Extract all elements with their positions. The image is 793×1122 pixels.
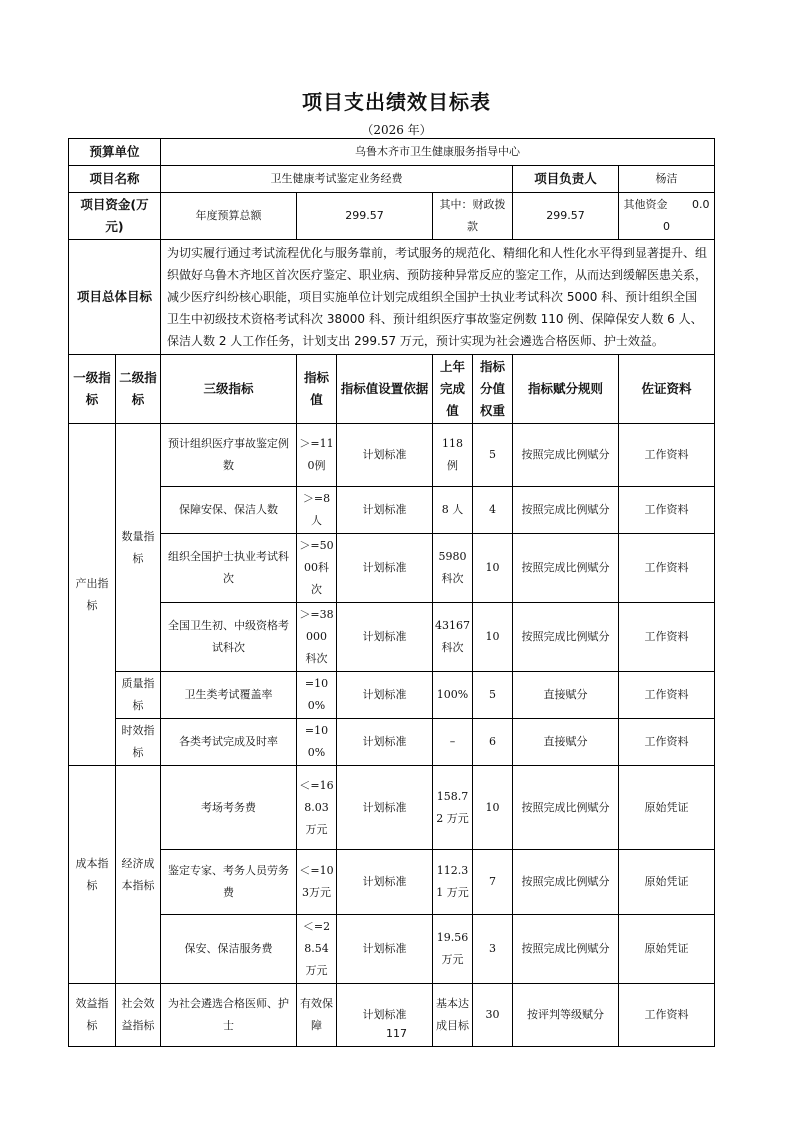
indicator-name: 全国卫生初、中级资格考试科次 xyxy=(161,603,297,672)
other-funds-cell xyxy=(619,193,715,240)
indicator-weight: 10 xyxy=(473,534,513,603)
goal-label: 项目总体目标 xyxy=(69,240,161,355)
indicator-basis: 计划标准 xyxy=(337,672,433,719)
header-l2: 二级指标 xyxy=(116,355,161,424)
group-timeliness: 时效指标 xyxy=(116,719,161,766)
indicator-rule: 直接赋分 xyxy=(513,719,619,766)
table-row xyxy=(69,672,715,719)
group-benefit: 效益指标 xyxy=(69,984,116,1047)
indicator-weight: 4 xyxy=(473,487,513,534)
indicator-basis: 计划标准 xyxy=(337,603,433,672)
indicator-rule: 按照完成比例赋分 xyxy=(513,766,619,850)
indicator-evidence: 工作资料 xyxy=(619,984,715,1047)
indicator-name: 组织全国护士执业考试科次 xyxy=(161,534,297,603)
indicator-last: 19.56万元 xyxy=(433,915,473,984)
indicator-name: 预计组织医疗事故鉴定例数 xyxy=(161,424,297,487)
indicator-basis: 计划标准 xyxy=(337,984,433,1047)
indicator-evidence: 工作资料 xyxy=(619,534,715,603)
table-row xyxy=(69,850,715,915)
header-row xyxy=(69,355,715,424)
header-weight: 指标分值权重 xyxy=(473,355,513,424)
header-evidence: 佐证资料 xyxy=(619,355,715,424)
indicator-weight: 30 xyxy=(473,984,513,1047)
indicator-evidence: 工作资料 xyxy=(619,487,715,534)
indicator-last: 43167科次 xyxy=(433,603,473,672)
header-basis: 指标值设置依据 xyxy=(337,355,433,424)
indicator-target: ＞=38000 科次 xyxy=(297,603,337,672)
year-label: （2026 年） xyxy=(361,123,432,137)
indicator-basis: 计划标准 xyxy=(337,534,433,603)
indicator-name: 考场考务费 xyxy=(161,766,297,850)
project-owner-label: 项目负责人 xyxy=(513,166,619,193)
budget-unit-row xyxy=(69,139,715,166)
indicator-rule: 按照完成比例赋分 xyxy=(513,424,619,487)
indicator-target: ＞=110例 xyxy=(297,424,337,487)
indicator-last: 112.31 万元 xyxy=(433,850,473,915)
project-name-value: 卫生健康考试鉴定业务经费 xyxy=(161,166,513,193)
indicator-basis: 计划标准 xyxy=(337,719,433,766)
header-l3: 三级指标 xyxy=(161,355,297,424)
indicator-weight: 10 xyxy=(473,766,513,850)
group-cost: 成本指标 xyxy=(69,766,116,984)
budget-unit-value: 乌鲁木齐市卫生健康服务指导中心 xyxy=(161,139,715,166)
indicator-rule: 按评判等级赋分 xyxy=(513,984,619,1047)
indicator-rule: 按照完成比例赋分 xyxy=(513,487,619,534)
other-funds-label: 其他资金 xyxy=(623,198,668,211)
indicator-last: 158.72 万元 xyxy=(433,766,473,850)
indicator-target: 有效保障 xyxy=(297,984,337,1047)
group-economic: 经济成本指标 xyxy=(116,766,161,984)
indicator-evidence: 工作资料 xyxy=(619,672,715,719)
indicator-target: =100% xyxy=(297,719,337,766)
indicator-basis: 计划标准 xyxy=(337,424,433,487)
performance-table xyxy=(68,138,715,1047)
header-rule: 指标赋分规则 xyxy=(513,355,619,424)
header-l1: 一级指标 xyxy=(69,355,116,424)
group-output: 产出指标 xyxy=(69,424,116,766)
table-row xyxy=(69,534,715,603)
indicator-target: ＜=103万元 xyxy=(297,850,337,915)
header-target: 指标值 xyxy=(297,355,337,424)
indicator-weight: 3 xyxy=(473,915,513,984)
indicator-last: – xyxy=(433,719,473,766)
indicator-weight: 7 xyxy=(473,850,513,915)
project-name-row xyxy=(69,166,715,193)
budget-unit-label: 预算单位 xyxy=(69,139,161,166)
indicator-evidence: 原始凭证 xyxy=(619,766,715,850)
indicator-name: 保安、保洁服务费 xyxy=(161,915,297,984)
indicator-evidence: 原始凭证 xyxy=(619,850,715,915)
page-title: 项目支出绩效目标表 xyxy=(302,90,491,114)
indicator-weight: 10 xyxy=(473,603,513,672)
indicator-name: 各类考试完成及时率 xyxy=(161,719,297,766)
indicator-last: 118 例 xyxy=(433,424,473,487)
indicator-rule: 按照完成比例赋分 xyxy=(513,603,619,672)
indicator-evidence: 原始凭证 xyxy=(619,915,715,984)
indicator-last: 8 人 xyxy=(433,487,473,534)
indicator-rule: 按照完成比例赋分 xyxy=(513,850,619,915)
table-row xyxy=(69,766,715,850)
project-owner-value: 杨洁 xyxy=(619,166,715,193)
group-quantity: 数量指标 xyxy=(116,424,161,672)
indicator-target: ＜=168.03 万元 xyxy=(297,766,337,850)
indicator-rule: 按照完成比例赋分 xyxy=(513,915,619,984)
indicator-target: ＜=28.54 万元 xyxy=(297,915,337,984)
indicator-weight: 6 xyxy=(473,719,513,766)
fiscal-label: 其中：财政拨款 xyxy=(433,193,513,240)
goal-text: 为切实履行通过考试流程优化与服务靠前，考试服务的规范化、精细化和人性化水平得到显著提升、组织做好乌鲁木齐地区首次医疗鉴定、职业病、预防接种异常反应的鉴定工作，从而达到缓解医患关系，减少医疗纠纷核心职能，项目实施单位计划完成组织全国护士执业考试科次 5000 科、预计组织全国卫生中初级技术资格考试科次 38000 科、预计组织医疗事故鉴定例数 110 例、保障保安人数 6 人、保洁人数 2 人工作任务，计划支出 299.57 万元，预计实现为社会遴选合格医师、护士效益。 xyxy=(161,240,715,355)
indicator-rule: 直接赋分 xyxy=(513,672,619,719)
table-row xyxy=(69,915,715,984)
indicator-basis: 计划标准 xyxy=(337,915,433,984)
group-quality: 质量指标 xyxy=(116,672,161,719)
project-name-label: 项目名称 xyxy=(69,166,161,193)
funds-row xyxy=(69,193,715,240)
indicator-last: 基本达成目标 xyxy=(433,984,473,1047)
indicator-last: 100% xyxy=(433,672,473,719)
indicator-evidence: 工作资料 xyxy=(619,719,715,766)
table-row xyxy=(69,487,715,534)
indicator-evidence: 工作资料 xyxy=(619,603,715,672)
indicator-name: 鉴定专家、考务人员劳务费 xyxy=(161,850,297,915)
indicator-name: 保障安保、保洁人数 xyxy=(161,487,297,534)
annual-budget-label: 年度预算总额 xyxy=(161,193,297,240)
indicator-name: 卫生类考试覆盖率 xyxy=(161,672,297,719)
annual-budget-value: 299.57 xyxy=(297,193,433,240)
page-number: 117 xyxy=(386,1027,407,1040)
indicator-last: 5980科次 xyxy=(433,534,473,603)
group-social: 社会效益指标 xyxy=(116,984,161,1047)
funds-label: 项目资金(万元) xyxy=(69,193,161,240)
indicator-evidence: 工作资料 xyxy=(619,424,715,487)
indicator-basis: 计划标准 xyxy=(337,766,433,850)
indicator-target: =100% xyxy=(297,672,337,719)
indicator-target: ＞=8人 xyxy=(297,487,337,534)
table-row xyxy=(69,603,715,672)
header-last: 上年完成值 xyxy=(433,355,473,424)
table-row xyxy=(69,424,715,487)
table-row xyxy=(69,719,715,766)
goal-row xyxy=(69,240,715,355)
other-funds-value: 0.00 xyxy=(663,198,710,233)
indicator-basis: 计划标准 xyxy=(337,850,433,915)
indicator-weight: 5 xyxy=(473,672,513,719)
indicator-rule: 按照完成比例赋分 xyxy=(513,534,619,603)
indicator-weight: 5 xyxy=(473,424,513,487)
indicator-target: ＞=5000科次 xyxy=(297,534,337,603)
indicator-basis: 计划标准 xyxy=(337,487,433,534)
indicator-name: 为社会遴选合格医师、护士 xyxy=(161,984,297,1047)
fiscal-value: 299.57 xyxy=(513,193,619,240)
